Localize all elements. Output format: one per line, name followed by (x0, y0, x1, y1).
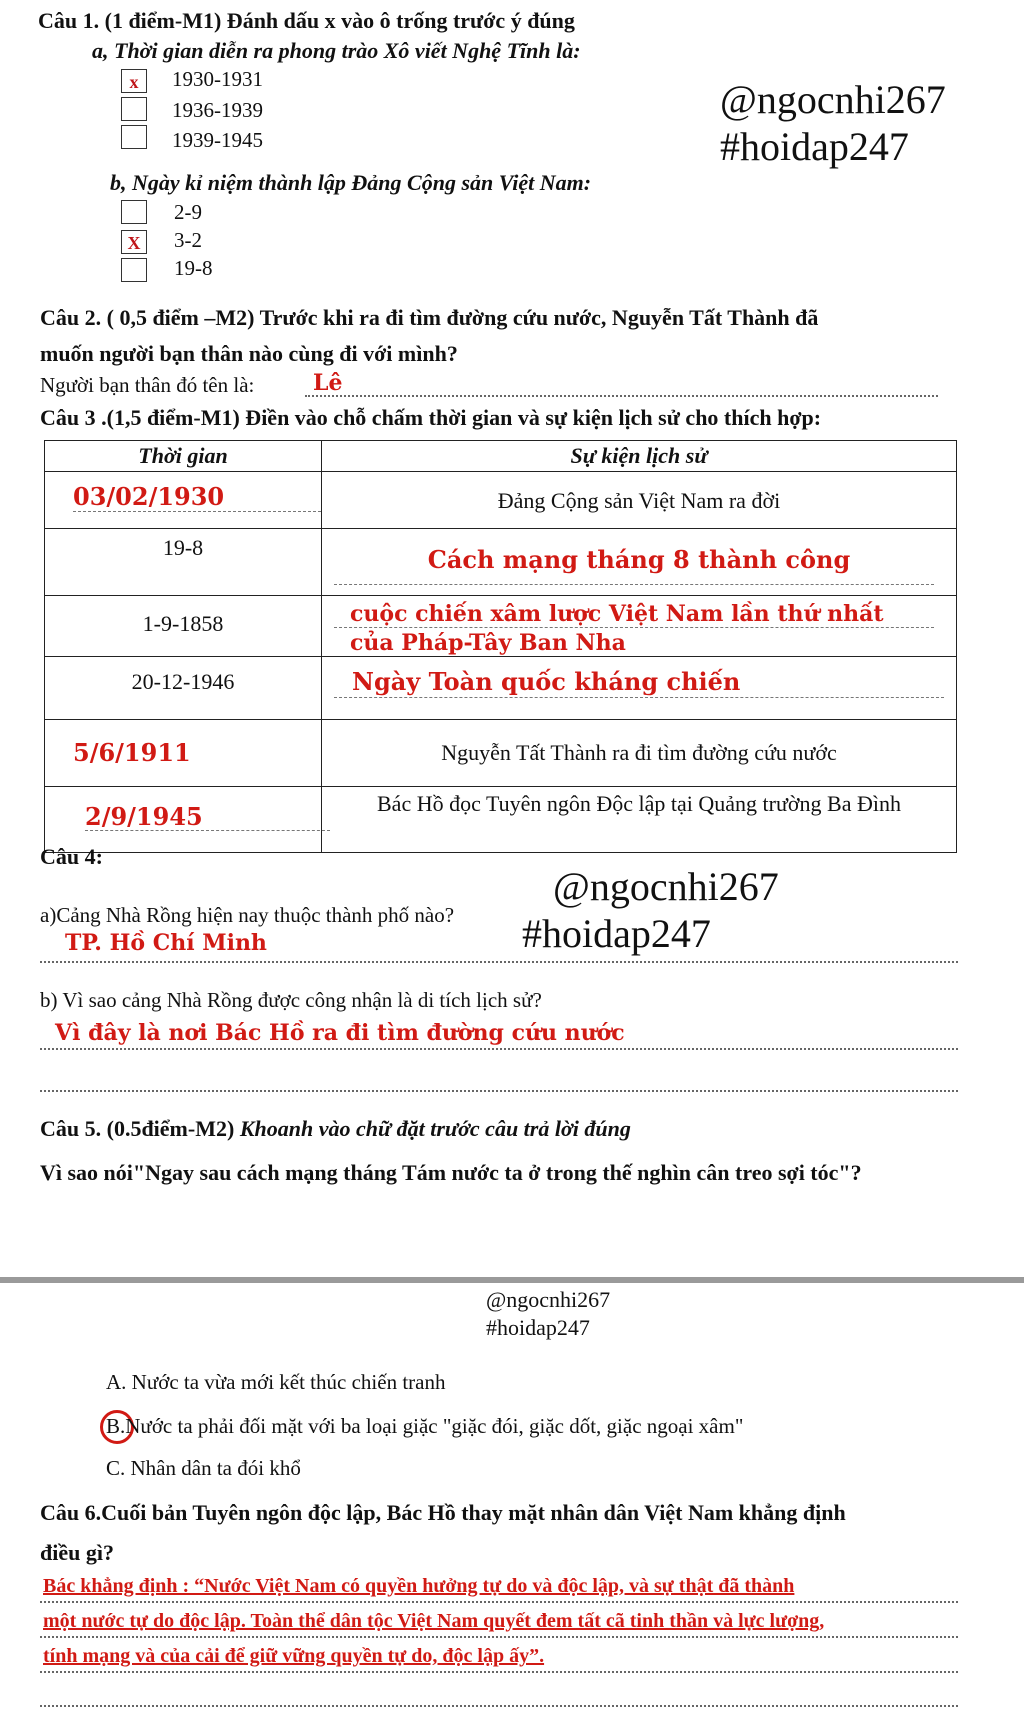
row5-time: 5/6/1911 (73, 738, 191, 767)
q6-answer-dots-2 (40, 1636, 958, 1638)
q3-events-table (44, 440, 957, 853)
q5-question: Vì sao nói"Ngay sau cách mạng tháng Tám nước ta ở trong thế nghìn cân treo sợi tóc"? (40, 1160, 862, 1185)
screenshot-separator (0, 1277, 1024, 1283)
q1b-checkbox-2[interactable]: X (121, 230, 147, 254)
q6-answer-dots-4 (40, 1705, 958, 1707)
q6-title-line1: Câu 6.Cuối bản Tuyên ngôn độc lập, Bác Hồ thay mặt nhân dân Việt Nam khẳng định (40, 1500, 846, 1525)
q4a-answer-line (40, 961, 958, 963)
q5-option-b[interactable] (106, 1414, 743, 1439)
q1a-prompt: a, Thời gian diễn ra phong trào Xô viết Nghệ Tĩnh là: (92, 38, 581, 63)
table-row (45, 657, 957, 720)
watermark-handle: @ngocnhi267 (720, 77, 946, 122)
q1a-checkbox-1[interactable]: x (121, 69, 147, 93)
q1a-option-1-label: 1930-1931 (172, 67, 263, 91)
q1b-option-1-label: 2-9 (174, 200, 202, 224)
q1b-checkbox-3[interactable] (121, 258, 147, 282)
q1b-option-3-label: 19-8 (174, 256, 213, 280)
row6-time: 2/9/1945 (85, 802, 203, 831)
table-row (45, 596, 957, 657)
q6-title-line2: điều gì? (40, 1540, 114, 1565)
q1b-checkbox-1[interactable] (121, 200, 147, 224)
watermark-tag: #hoidap247 (720, 124, 909, 169)
q4b-prompt: b) Vì sao cảng Nhà Rồng được công nhận là di tích lịch sử? (40, 988, 542, 1012)
row3-event-line2: của Pháp-Tây Ban Nha (350, 630, 626, 656)
q6-answer-line2: một nước tự do độc lập. Toàn thể dân tộc Việt Nam quyết đem tất cã tinh thần và lực lượng, (43, 1610, 825, 1632)
q5-option-c[interactable] (106, 1456, 301, 1481)
row3-event-dots (334, 627, 934, 628)
q4b-answer-line (40, 1048, 958, 1050)
q6-answer-line1: Bác khẳng định : “Nước Việt Nam có quyền hưởng tự do và độc lập, và sự thật đã thành (43, 1575, 795, 1597)
watermark-tag-2: #hoidap247 (522, 911, 711, 956)
col-event-header: Sự kiện lịch sử (322, 441, 957, 472)
row1-time-dots (73, 511, 321, 512)
row6-event: Bác Hồ đọc Tuyên ngôn Độc lập tại Quảng trường Ba Đình (377, 791, 901, 816)
q6-answer-dots-3 (40, 1671, 958, 1673)
q4a-answer: TP. Hồ Chí Minh (65, 930, 267, 956)
q2-answer-line (305, 395, 938, 397)
q1a-checkbox-3[interactable] (121, 125, 147, 149)
q5-option-c-text: Nhân dân ta đói khổ (130, 1456, 301, 1480)
q6-answer-line3: tính mạng và của cải để giữ vững quyền tự do, độc lập ấy”. (43, 1645, 545, 1667)
table-row (45, 529, 957, 596)
q1-title: Câu 1. (1 điểm-M1) Đánh dấu x vào ô trống trước ý đúng (38, 8, 575, 33)
q3-title: Câu 3 .(1,5 điểm-M1) Điền vào chỗ chấm thời gian và sự kiện lịch sử cho thích hợp: (40, 405, 822, 430)
q1b-prompt: b, Ngày kỉ niệm thành lập Đảng Cộng sản Việt Nam: (110, 170, 592, 195)
q2-title-line1: Câu 2. ( 0,5 điểm –M2) Trước khi ra đi tìm đường cứu nước, Nguyễn Tất Thành đã (40, 305, 819, 330)
row2-event-dots (334, 584, 934, 585)
q1a-option-3-label: 1939-1945 (172, 128, 263, 152)
q1b-option-2-label: 3-2 (174, 228, 202, 252)
row2-event: Cách mạng tháng 8 thành công (427, 545, 851, 574)
row6-time-dots (85, 830, 330, 831)
q5-title-instr: Khoanh vào chữ đặt trước câu trả lời đúng (239, 1116, 631, 1141)
row5-event: Nguyễn Tất Thành ra đi tìm đường cứu nước (441, 740, 837, 765)
q5-option-a-text: Nước ta vừa mới kết thúc chiến tranh (131, 1370, 446, 1394)
q4a-prompt: a)Cảng Nhà Rồng hiện nay thuộc thành phố nào? (40, 903, 455, 927)
q5-option-b-text: Nước ta phải đối mặt với ba loại giặc "giặc đói, giặc dốt, giặc ngoại xâm" (125, 1414, 744, 1438)
q1a-checkbox-2[interactable] (121, 97, 147, 121)
table-row (45, 720, 957, 787)
col-time-header: Thời gian (45, 441, 322, 472)
watermark-handle-2: @ngocnhi267 (553, 864, 779, 909)
q5-option-a-letter: A. (106, 1370, 127, 1394)
q5-option-b-letter: B. (106, 1414, 126, 1438)
q5-option-c-letter: C. (106, 1456, 126, 1480)
row3-time: 1-9-1858 (142, 611, 224, 636)
q2-answer-label: Người bạn thân đó tên là: (40, 373, 255, 397)
row1-time: 03/02/1930 (73, 482, 225, 511)
row2-time: 19-8 (162, 535, 204, 560)
q6-answer-dots-1 (40, 1601, 958, 1603)
q2-answer: Lê (313, 370, 343, 396)
q5-title-num: Câu 5. (0.5điểm-M2) (40, 1116, 235, 1141)
q2-title-line2: muốn người bạn thân nào cùng đi với mình? (40, 341, 458, 366)
watermark-handle-3: @ngocnhi267 (486, 1287, 611, 1312)
q4-title: Câu 4: (40, 844, 103, 869)
row3-event-line1: cuộc chiến xâm lược Việt Nam lần thứ nhất (350, 601, 884, 627)
table-row (45, 787, 957, 853)
row4-event-dots (334, 697, 944, 698)
q5-title (40, 1116, 631, 1142)
q1a-option-2-label: 1936-1939 (172, 98, 263, 122)
q4b-answer: Vì đây là nơi Bác Hồ ra đi tìm đường cứu nước (55, 1020, 625, 1046)
row4-event: Ngày Toàn quốc kháng chiến (352, 667, 741, 696)
row4-time: 20-12-1946 (131, 669, 235, 694)
table-row (45, 472, 957, 529)
q5-option-a[interactable] (106, 1370, 445, 1395)
watermark-tag-3: #hoidap247 (486, 1315, 590, 1340)
row1-event: Đảng Cộng sản Việt Nam ra đời (497, 488, 781, 513)
q4b-extra-line (40, 1090, 958, 1092)
